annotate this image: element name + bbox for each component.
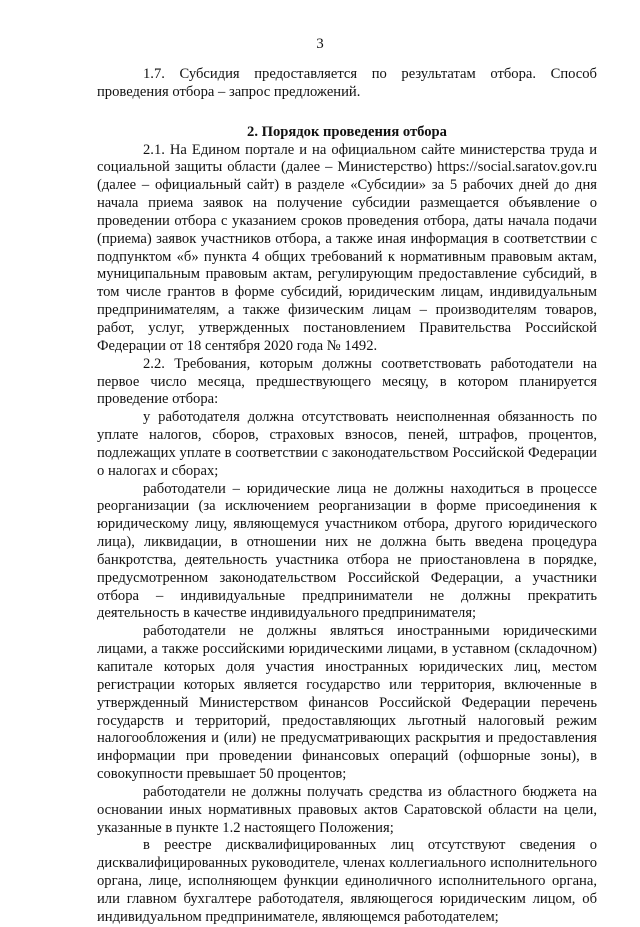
requirement-disqualified-persons: в реестре дисквалифицированных лиц отсутствуют сведения о дисквалифицированных руководителе, членах коллегиального исполнительного органа, лице, исполняющем функции единоличного исполнительного органа, или главном бухгалтере работодателя, являющегося юридическим лицом, об индивидуальном предпринимателе, являющемся работодателем; xyxy=(97,837,597,925)
requirement-taxes: у работодателя должна отсутствовать неисполненная обязанность по уплате налогов, сборов, страховых взносов, пеней, штрафов, процентов, подлежащих уплате в соответствии с законодательством Российской Федерации о налогах и сборах; xyxy=(97,409,597,479)
requirement-reorganization: работодатели – юридические лица не должны находиться в процессе реорганизации (за исключением реорганизации в форме присоединения к юридическому лицу, являющемуся участником отбора, другого юридического лица), ликвидации, в отношении них не должна быть введена процедура банкротства, деятельность участника отбора не приостановлена в порядке, предусмотренном законодательством Российской Федерации, а участники отбора – индивидуальные предприниматели не должны прекратить деятельность в качестве индивидуального предпринимателя; xyxy=(97,480,597,622)
section-title: 2. Порядок проведения отбора xyxy=(247,123,447,140)
paragraph-2-1: 2.1. На Едином портале и на официальном сайте министерства труда и социальной защиты области (далее – Министерство) https://social.saratov.gov.ru (далее – официальный сайт) в разделе «Субсидии» за 5 рабочих дней до дня начала приема заявок на получение субсидии размещается объявление о проведении отбора с указанием сроков проведения отбора, даты начала подачи (приема) заявок участников отбора, а также иная информация в соответствии с подпунктом «б» пункта 4 общих требований к нормативным правовым актам, муниципальным правовым актам, регулирующим предоставление субсидий, в том числе грантов в форме субсидий, юридическим лицам, индивидуальным предпринимателям, а также физическим лицам – производителям товаров, работ, услуг, утвержденных постановлением Правительства Российской Федерации от 18 сентября 2020 года № 1492. xyxy=(97,141,597,354)
paragraph-1-7: 1.7. Субсидия предоставляется по результатам отбора. Способ проведения отбора – запрос предложений. xyxy=(97,66,597,100)
requirement-foreign-entities: работодатели не должны являться иностранными юридическими лицами, а также российскими юридическими лицами, в уставном (складочном) капитале которых доля участия иностранных юридических лиц, местом регистрации которых является государство или территория, включенные в утвержденный Министерством финансов Российской Федерации перечень государств и территорий, предоставляющих льготный налоговый режим налогообложения и (или) не предусматривающих раскрытия и предоставления информации при проведении финансовых операций (офшорные зоны), в совокупности превышает 50 процентов; xyxy=(97,623,597,783)
paragraph-2-2: 2.2. Требования, которым должны соответствовать работодатели на первое число месяца, предшествующего месяцу, в котором планируется проведение отбора: xyxy=(97,355,597,408)
page-number: 3 xyxy=(316,36,324,52)
requirement-budget-funds: работодатели не должны получать средства из областного бюджета на основании иных нормативных правовых актов Саратовской области на цели, указанные в пункте 1.2 настоящего Положения; xyxy=(97,783,597,836)
document-body xyxy=(97,66,597,927)
